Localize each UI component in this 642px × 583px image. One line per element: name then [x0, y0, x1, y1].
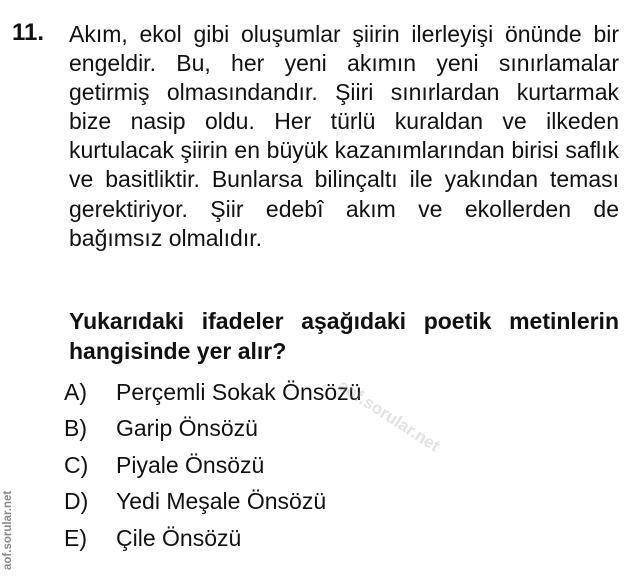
answer-options [64, 374, 564, 557]
option-letter: E) [64, 524, 87, 551]
option-letter: D) [64, 488, 89, 515]
option-a[interactable] [64, 374, 564, 411]
option-letter: A) [64, 378, 87, 405]
option-text: Piyale Önsözü [116, 451, 265, 478]
option-b[interactable] [64, 411, 564, 448]
option-text: Çile Önsözü [116, 524, 242, 551]
option-text: Yedi Meşale Önsözü [116, 488, 327, 515]
option-e[interactable] [64, 520, 564, 557]
watermark-side: aof.sorular.net [2, 490, 14, 570]
question-stem: Akım, ekol gibi oluşumlar şiirin ilerleyişi önünde bir engeldir. Bu, her yeni akımın yeni sınırlamalar getirmiş olmasındandır. Şiiri sınırlardan kurtarmak bize nasip oldu. Her türlü kuraldan ve ilkeden kurtulacak şiirin en büyük kazanımlarından birisi saflık ve basitliktir. Bunlarsa bilinçaltı ile yakından teması gerektiriyor. Şiir edebî akım ve ekollerden de bağımsız olmalıdır. [69, 21, 619, 251]
option-letter: B) [64, 415, 87, 442]
option-letter: C) [64, 451, 89, 478]
question-number: 11. [12, 19, 45, 46]
option-c[interactable] [64, 447, 564, 484]
option-text: Garip Önsözü [116, 415, 258, 442]
watermark-diagonal: aof.sorular.net [334, 376, 444, 456]
option-d[interactable] [64, 484, 564, 521]
question-prompt: Yukarıdaki ifadeler aşağıdaki poetik metinlerin hangisinde yer alır? [69, 308, 619, 364]
option-text: Perçemli Sokak Önsözü [116, 378, 362, 405]
